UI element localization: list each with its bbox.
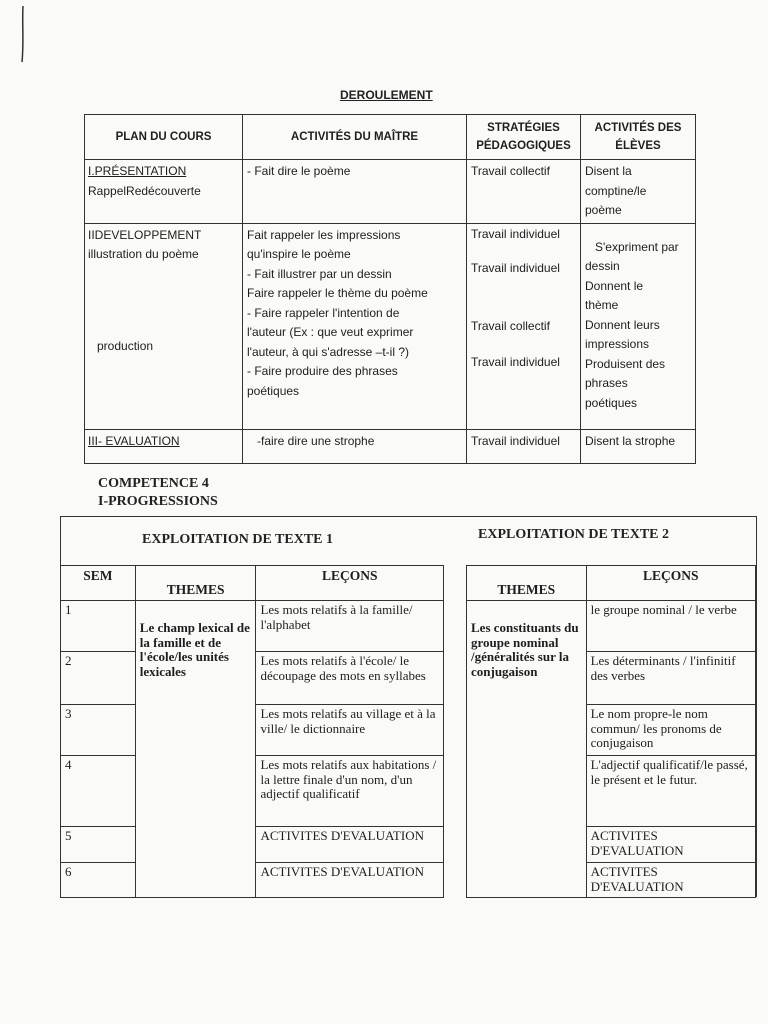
plan-sub: illustration du poème bbox=[88, 247, 199, 261]
plan-title: I.PRÉSENTATION bbox=[88, 164, 187, 178]
eleves-line: Donnent le bbox=[585, 278, 644, 293]
lecon-cell: Les déterminants / l'infinitif des verbes bbox=[586, 652, 755, 705]
maitre-line: Faire rappeler le thème du poème bbox=[247, 286, 428, 300]
lecon-cell: ACTIVITES D'EVALUATION bbox=[256, 863, 444, 898]
maitre-line: - Fait dire le poème bbox=[247, 164, 351, 178]
eleves-line: Disent la strophe bbox=[585, 433, 676, 448]
plan-cell bbox=[85, 429, 243, 463]
eleves-line: poétiques bbox=[585, 395, 638, 410]
eleves-line: comptine/le bbox=[585, 183, 647, 198]
eleves-line: dessin bbox=[585, 259, 620, 273]
maitre-line: qu'inspire le poème bbox=[247, 247, 351, 261]
lecon-cell: L'adjectif qualificatif/le passé, le présent et le futur. bbox=[586, 756, 755, 827]
theme-cell: Les constituants du groupe nominal /généralités sur la conjugaison bbox=[467, 601, 587, 898]
lecon-cell: Les mots relatifs à la famille/ l'alphabet bbox=[256, 601, 444, 652]
exploitation2-table bbox=[466, 565, 756, 898]
exploitation2-header-row bbox=[467, 566, 756, 601]
header-lecons: LEÇONS bbox=[586, 566, 755, 601]
lecon-cell: Les mots relatifs au village et à la ville/ le dictionnaire bbox=[256, 705, 444, 756]
plan-cell bbox=[85, 160, 243, 224]
exploitation1-title: EXPLOITATION DE TEXTE 1 bbox=[142, 532, 333, 547]
strategie-line: Travail individuel bbox=[471, 226, 560, 241]
eleves-line: S'expriment par bbox=[595, 239, 679, 254]
pen-mark bbox=[14, 4, 32, 64]
competence-heading: COMPETENCE 4 bbox=[98, 476, 209, 491]
header-sem: SEM bbox=[61, 566, 136, 601]
header-strategies: STRATÉGIES PÉDAGOGIQUES bbox=[467, 115, 581, 160]
header-plan: PLAN DU COURS bbox=[85, 115, 243, 160]
maitre-line: l'auteur (Ex : que veut exprimer bbox=[247, 325, 414, 339]
week-number: 5 bbox=[61, 827, 136, 863]
header-lecons: LEÇONS bbox=[256, 566, 444, 601]
header-eleves: ACTIVITÉS DES ÉLÈVES bbox=[581, 115, 696, 160]
plan-cell bbox=[85, 223, 243, 429]
deroulement-table bbox=[84, 114, 696, 464]
eleves-line: Produisent des bbox=[585, 356, 666, 371]
strategie-line: Travail individuel bbox=[471, 260, 560, 275]
eleves-line: phrases bbox=[585, 376, 628, 390]
eleves-cell bbox=[581, 160, 696, 224]
row-evaluation bbox=[85, 429, 696, 463]
lecon-cell: ACTIVITES D'EVALUATION bbox=[586, 827, 755, 863]
deroulement-header-row bbox=[85, 115, 696, 160]
strategie-cell bbox=[467, 429, 581, 463]
exploitation1-table bbox=[60, 565, 444, 898]
plan-extra: production bbox=[97, 338, 154, 353]
header-themes: THEMES bbox=[135, 566, 256, 601]
maitre-cell bbox=[243, 223, 467, 429]
eleves-cell bbox=[581, 223, 696, 429]
maitre-cell bbox=[243, 160, 467, 224]
plan-title: IIDEVELOPPEMENT bbox=[88, 227, 202, 242]
maitre-cell bbox=[243, 429, 467, 463]
plan-sub: RappelRedécouverte bbox=[88, 183, 201, 198]
lecon-cell: Le nom propre-le nom commun/ les pronoms de conjugaison bbox=[586, 705, 755, 756]
lecon-cell: le groupe nominal / le verbe bbox=[586, 601, 755, 652]
eleves-line: poème bbox=[585, 203, 622, 217]
eleves-cell bbox=[581, 429, 696, 463]
maitre-line: - Fait illustrer par un dessin bbox=[247, 266, 392, 281]
exploitation2-title: EXPLOITATION DE TEXTE 2 bbox=[478, 527, 669, 542]
theme-cell: Le champ lexical de la famille et de l'école/les unités lexicales bbox=[135, 601, 256, 898]
maitre-line: l'auteur, à qui s'adresse –t-il ?) bbox=[247, 344, 409, 359]
eleves-line: Disent la bbox=[585, 164, 632, 178]
progressions-heading: I-PROGRESSIONS bbox=[98, 494, 218, 509]
strategie-line: Travail collectif bbox=[471, 164, 550, 178]
maitre-line: - Faire produire des phrases bbox=[247, 364, 398, 378]
strategie-cell bbox=[467, 160, 581, 224]
page-title: DEROULEMENT bbox=[340, 88, 433, 102]
maitre-line: -faire dire une strophe bbox=[257, 433, 375, 448]
week-number: 1 bbox=[61, 601, 136, 652]
strategie-line: Travail individuel bbox=[471, 354, 560, 369]
exploitation1-header-row bbox=[61, 566, 444, 601]
maitre-line: poétiques bbox=[247, 383, 300, 398]
header-maitre: ACTIVITÉS DU MAÎTRE bbox=[243, 115, 467, 160]
week-number: 4 bbox=[61, 756, 136, 827]
eleves-line: impressions bbox=[585, 337, 650, 351]
lecon-cell: ACTIVITES D'EVALUATION bbox=[256, 827, 444, 863]
maitre-line: Fait rappeler les impressions bbox=[247, 227, 401, 242]
strategie-line: Travail collectif bbox=[471, 318, 550, 333]
plan-title: III- EVALUATION bbox=[88, 433, 180, 448]
row-presentation bbox=[85, 160, 696, 224]
eleves-line: Donnent leurs bbox=[585, 317, 660, 332]
strategie-cell bbox=[467, 223, 581, 429]
week-number: 6 bbox=[61, 863, 136, 898]
week-row bbox=[61, 601, 444, 652]
lecon-cell: Les mots relatifs aux habitations / la lettre finale d'un nom, d'un adjectif qualificatif bbox=[256, 756, 444, 827]
header-themes: THEMES bbox=[467, 566, 587, 601]
strategie-line: Travail individuel bbox=[471, 433, 560, 448]
week-number: 2 bbox=[61, 652, 136, 705]
maitre-line: - Faire rappeler l'intention de bbox=[247, 305, 400, 320]
week-number: 3 bbox=[61, 705, 136, 756]
lecon-cell: ACTIVITES D'EVALUATION bbox=[586, 863, 755, 898]
week-row bbox=[467, 601, 756, 652]
eleves-line: thème bbox=[585, 298, 619, 312]
lecon-cell: Les mots relatifs à l'école/ le découpage des mots en syllabes bbox=[256, 652, 444, 705]
row-developpement bbox=[85, 223, 696, 429]
